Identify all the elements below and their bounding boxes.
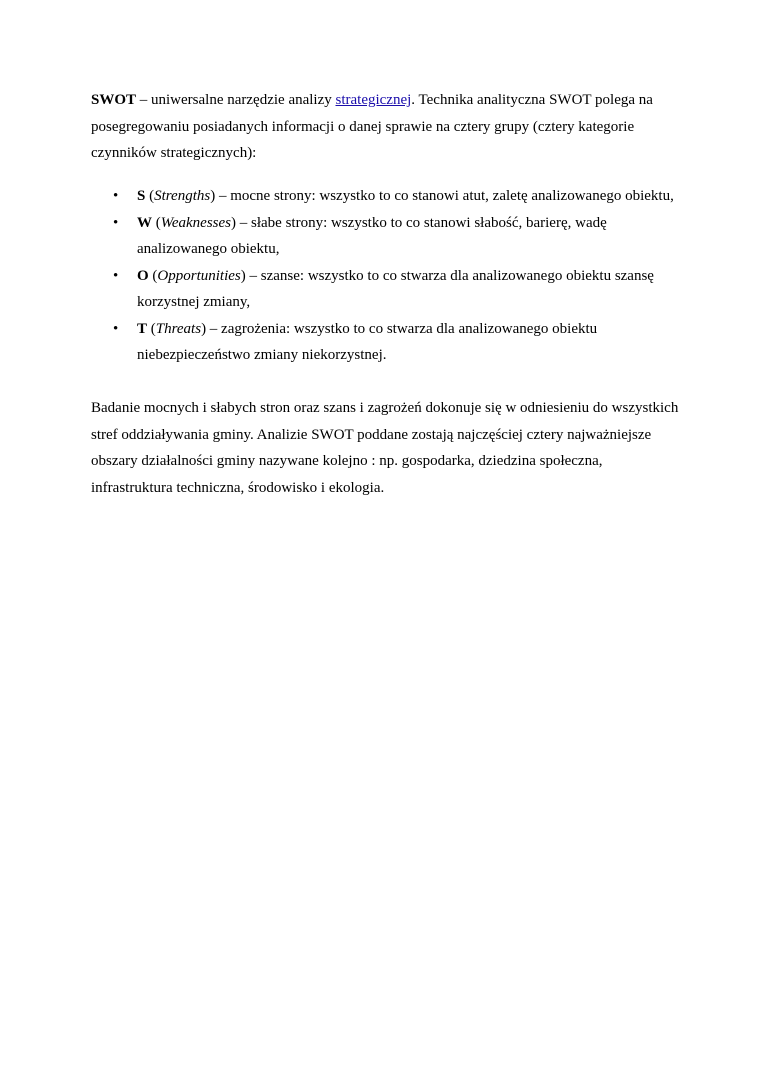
outro-paragraph: Badanie mocnych i słabych stron oraz szans i zagrożeń dokonuje się w odniesieniu do wszystkich stref oddziaływania gminy. Analizie SWOT poddane zostają najczęściej cztery najważniejsze obszary działalności gminy nazywane kolejno : np. gospodarka, dziedzina społeczna, infrastruktura techniczna, środowisko i ekologia. xyxy=(91,400,679,496)
list-item-letter: S xyxy=(137,188,146,204)
list-item-letter: W xyxy=(137,214,152,231)
list-item-open-paren: ( xyxy=(148,267,158,284)
bullet-icon: • xyxy=(113,214,119,231)
list-item-english-term: Opportunities xyxy=(157,267,241,284)
list-item-description: ) – zagrożenia: wszystko to co stwarza dla analizowanego obiektu niebezpieczeństwo zmiany niekorzystnej. xyxy=(137,320,598,363)
list-item-threats xyxy=(91,316,681,369)
bullet-icon: • xyxy=(113,267,119,284)
list-item-description: ) – mocne strony: wszystko to co stanowi atut, zaletę analizowanego obiektu, xyxy=(210,188,674,204)
intro-text-after-link: . Technika analityczna SWOT polega na posegregowaniu posiadanych informacji o danej sprawie na cztery grupy (cztery kategorie czynników strategicznych): xyxy=(91,92,653,161)
list-item-letter: T xyxy=(137,320,148,337)
list-item-description: ) – szanse: wszystko to co stwarza dla analizowanego obiektu szansę korzystnej zmiany, xyxy=(137,267,654,310)
list-item-open-paren: ( xyxy=(152,214,161,231)
strategicznej-link[interactable]: strategicznej xyxy=(335,92,412,108)
swot-term: SWOT xyxy=(91,92,137,108)
bullet-icon: • xyxy=(113,320,119,337)
swot-list xyxy=(91,183,681,369)
list-item-english-term: Weaknesses xyxy=(160,214,232,231)
list-item-english-term: Strengths xyxy=(154,188,211,204)
list-item-open-paren: ( xyxy=(147,320,156,337)
list-item-english-term: Threats xyxy=(155,320,202,337)
list-item-strengths xyxy=(91,183,681,210)
list-item-description: ) – słabe strony: wszystko to co stanowi słabość, barierę, wadę analizowanego obiektu, xyxy=(137,214,607,257)
list-item-weaknesses xyxy=(91,210,681,263)
bullet-icon: • xyxy=(113,188,119,204)
intro-text-before-link: – uniwersalne narzędzie analizy xyxy=(136,92,336,108)
list-item-opportunities xyxy=(91,263,681,316)
list-item-letter: O xyxy=(137,267,149,284)
intro-paragraph xyxy=(91,87,681,167)
list-item-open-paren: ( xyxy=(145,188,155,204)
